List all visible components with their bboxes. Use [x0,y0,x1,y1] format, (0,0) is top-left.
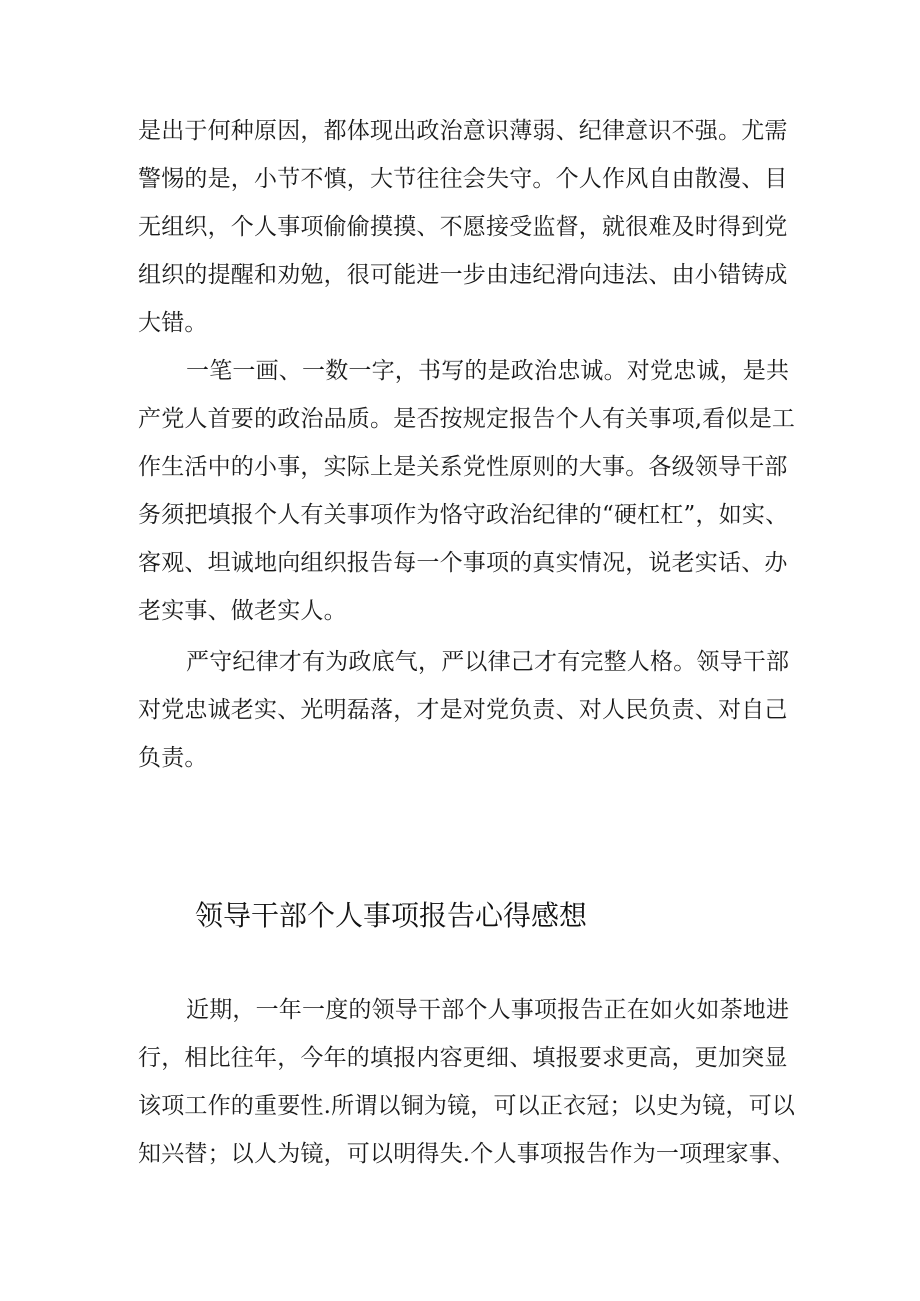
text-line: 产党人首要的政治品质。是否按规定报告个人有关事项,看似是工 [138,406,796,432]
text-line: 一笔一画、一数一字，书写的是政治忠诚。对党忠诚，是共 [186,358,790,384]
text-line: 对党忠诚老实、光明磊落，才是对党负责、对人民负责、对自己 [138,697,788,723]
text-line: 老实事、做老实人。 [138,598,347,624]
text-line: 作生活中的小事，实际上是关系党性原则的大事。各级领导干部 [138,454,788,480]
text-line: 客观、坦诚地向组织报告每一个事项的真实情况，说老实话、办 [138,550,788,576]
text-line: 组织的提醒和劝勉，很可能进一步由违纪滑向违法、由小错铸成 [138,262,788,288]
text-line: 近期，一年一度的领导干部个人事项报告正在如火如荼地进 [186,997,790,1023]
text-line: 知兴替；以人为镜，可以明得失.个人事项报告作为一项理家事、 [138,1141,796,1167]
text-line: 大错。 [138,310,208,336]
text-line: 务须把填报个人有关事项作为恪守政治纪律的“硬杠杠”，如实、 [138,502,789,528]
text-line: 严守纪律才有为政底气，严以律己才有完整人格。领导干部 [186,649,790,675]
text-line: 该项工作的重要性.所谓以铜为镜，可以正衣冠；以史为镜，可以 [138,1093,796,1119]
text-line: 负责。 [138,745,208,771]
text-line: 是出于何种原因，都体现出政治意识薄弱、纪律意识不强。尤需 [138,118,788,144]
text-line: 行，相比往年，今年的填报内容更细、填报要求更高，更加突显 [138,1045,788,1071]
text-line: 无组织，个人事项偷偷摸摸、不愿接受监督，就很难及时得到党 [138,214,788,240]
text-line: 警惕的是，小节不慎，大节往往会失守。个人作风自由散漫、目 [138,166,788,192]
section-title: 领导干部个人事项报告心得感想 [195,899,588,932]
